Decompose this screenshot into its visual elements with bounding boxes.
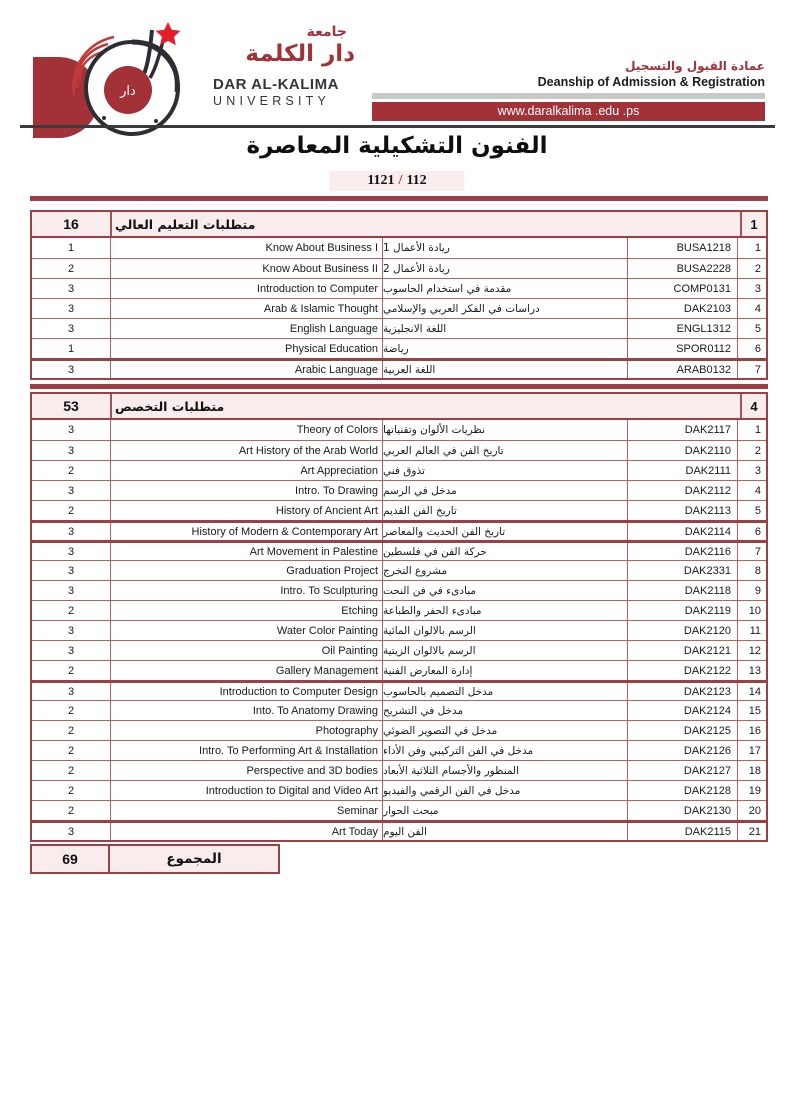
course-row: [32, 640, 766, 660]
course-row-number: 7: [737, 361, 766, 378]
course-row-number: 1: [737, 238, 766, 258]
course-name-en: Theory of Colors: [110, 420, 382, 440]
calligraphy-dot: [102, 116, 106, 120]
course-name-en: Etching: [110, 601, 382, 620]
course-row: [32, 720, 766, 740]
program-code-separator: /: [398, 173, 403, 188]
course-name-ar: رياضة: [382, 339, 627, 358]
course-code: DAK2125: [627, 721, 737, 740]
course-name-ar: مبادىء الحفر والطباعة: [382, 601, 627, 620]
course-code: ARAB0132: [627, 361, 737, 378]
course-row-number: 6: [737, 339, 766, 358]
section-divider-rule: [30, 196, 768, 201]
course-row: [32, 680, 766, 700]
course-code: DAK2123: [627, 683, 737, 700]
course-name-en: Photography: [110, 721, 382, 740]
course-credits: 2: [67, 724, 75, 737]
course-code: DAK2124: [627, 701, 737, 720]
course-credits: 2: [67, 744, 75, 757]
course-row-number: 1: [737, 420, 766, 440]
course-credits: 3: [67, 525, 75, 538]
section-number: 1: [740, 212, 766, 236]
course-name-en: Art Movement in Palestine: [110, 543, 382, 560]
course-name-en: English Language: [110, 319, 382, 338]
course-row: [32, 660, 766, 680]
course-row-number: 21: [737, 823, 766, 840]
course-row-number: 14: [737, 683, 766, 700]
course-credits: 1: [67, 242, 75, 254]
course-code: SPOR0112: [627, 339, 737, 358]
section-title: متطلبات التعليم العالي: [110, 212, 740, 236]
course-credits: 2: [67, 262, 75, 275]
star-icon: [156, 22, 181, 45]
course-name-ar: الفن اليوم: [382, 823, 627, 840]
course-credits: 3: [67, 282, 75, 295]
course-name-en: Art Appreciation: [110, 461, 382, 480]
section-title: متطلبات التخصص: [110, 394, 740, 418]
table-body: [32, 420, 766, 840]
course-name-ar: مشروع التخرج: [382, 561, 627, 580]
course-code: DAK2115: [627, 823, 737, 840]
course-name-ar: حركة الفن في فلسطين: [382, 543, 627, 560]
course-row-number: 17: [737, 741, 766, 760]
course-credits: 3: [67, 322, 75, 335]
course-row: [32, 620, 766, 640]
course-row: [32, 500, 766, 520]
course-row-number: 16: [737, 721, 766, 740]
course-credits: 2: [67, 604, 75, 617]
emblem-word: دار: [120, 84, 136, 99]
course-code: DAK2331: [627, 561, 737, 580]
course-name-en: Art History of the Arab World: [110, 441, 382, 460]
table-header-row: [32, 394, 766, 420]
course-name-ar: إدارة المعارض الفنية: [382, 661, 627, 680]
course-row: [32, 820, 766, 840]
course-code: DAK2120: [627, 621, 737, 640]
course-name-ar: مدخل في الرسم: [382, 481, 627, 500]
course-name-ar: تذوق فني: [382, 461, 627, 480]
course-code: ENGL1312: [627, 319, 737, 338]
course-name-ar: المنظور والأجسام الثلاثية الأبعاد: [382, 761, 627, 780]
course-row: [32, 278, 766, 298]
section-total-credits: 53: [63, 398, 79, 414]
course-row: [32, 580, 766, 600]
gray-divider-bar: [372, 93, 765, 99]
course-name-en: Intro. To Drawing: [110, 481, 382, 500]
course-row-number: 8: [737, 561, 766, 580]
course-row-number: 5: [737, 501, 766, 520]
course-code: DAK2122: [627, 661, 737, 680]
course-credits: 3: [67, 564, 75, 577]
course-name-ar: الرسم بالالوان المائية: [382, 621, 627, 640]
course-row: [32, 460, 766, 480]
course-code: DAK2110: [627, 441, 737, 460]
course-code: DAK2126: [627, 741, 737, 760]
header-underline: [20, 125, 775, 128]
course-code: BUSA1218: [627, 238, 737, 258]
course-row-number: 2: [737, 259, 766, 278]
course-code: DAK2130: [627, 801, 737, 820]
course-row: [32, 740, 766, 760]
course-code: DAK2128: [627, 781, 737, 800]
course-credits: 3: [67, 825, 75, 838]
course-credits: 3: [67, 302, 75, 315]
course-row-number: 20: [737, 801, 766, 820]
course-name-ar: مدخل في التصوير الضوئي: [382, 721, 627, 740]
course-credits: 2: [67, 464, 75, 477]
course-name-en: Know About Business I: [110, 238, 382, 258]
course-row-number: 3: [737, 461, 766, 480]
course-row: [32, 760, 766, 780]
course-row-number: 10: [737, 601, 766, 620]
course-row: [32, 440, 766, 460]
course-code: DAK2127: [627, 761, 737, 780]
course-code: BUSA2228: [627, 259, 737, 278]
course-name-ar: مدخل التصميم بالحاسوب: [382, 683, 627, 700]
section-total-credits: 16: [63, 216, 79, 232]
course-row-number: 6: [737, 523, 766, 540]
course-credits: 3: [67, 644, 75, 657]
course-name-en: Introduction to Digital and Video Art: [110, 781, 382, 800]
course-name-ar: تاريخ الفن في العالم العربي: [382, 441, 627, 460]
course-code: DAK2121: [627, 641, 737, 660]
course-name-en: Arab & Islamic Thought: [110, 299, 382, 318]
course-name-en: Water Color Painting: [110, 621, 382, 640]
course-name-ar: نظريات الألوان وتقنياتها: [382, 420, 627, 440]
calligraphy-dot: [154, 119, 158, 123]
table-body: [32, 238, 766, 378]
course-row: [32, 800, 766, 820]
course-name-en: Oil Painting: [110, 641, 382, 660]
course-row-number: 11: [737, 621, 766, 640]
course-row-number: 4: [737, 481, 766, 500]
course-name-ar: دراسات في الفكر العربي والإسلامي: [382, 299, 627, 318]
logo-english-sub: UNIVERSITY: [213, 94, 331, 108]
course-name-ar: ريادة الأعمال 1: [382, 238, 627, 258]
course-name-en: Know About Business II: [110, 259, 382, 278]
course-name-ar: مدخل في الفن الرقمي والفيديو: [382, 781, 627, 800]
course-name-ar: الرسم بالالوان الزيتية: [382, 641, 627, 660]
course-code: DAK2116: [627, 543, 737, 560]
course-row-number: 12: [737, 641, 766, 660]
logo-arabic-large: دار الكلمة: [245, 41, 355, 67]
course-code: DAK2113: [627, 501, 737, 520]
course-credits: 2: [67, 804, 75, 817]
course-credits: 3: [67, 484, 75, 497]
course-name-ar: مقدمة في استخدام الحاسوب: [382, 279, 627, 298]
course-row: [32, 338, 766, 358]
course-row-number: 3: [737, 279, 766, 298]
website-bar: www.daralkalima .edu .ps: [372, 102, 765, 121]
course-row-number: 7: [737, 543, 766, 560]
course-row-number: 15: [737, 701, 766, 720]
course-credits: 3: [67, 424, 75, 436]
course-credits: 3: [67, 363, 75, 376]
course-row: [32, 318, 766, 338]
section-divider-rule: [30, 384, 768, 389]
course-row-number: 4: [737, 299, 766, 318]
course-code: DAK2114: [627, 523, 737, 540]
course-name-en: Intro. To Performing Art & Installation: [110, 741, 382, 760]
grand-total-label: المجموع: [166, 851, 222, 867]
course-row: [32, 780, 766, 800]
course-row-number: 19: [737, 781, 766, 800]
course-name-en: Arabic Language: [110, 361, 382, 378]
logo-text-block: [213, 24, 355, 108]
course-name-en: Gallery Management: [110, 661, 382, 680]
program-code: [329, 171, 464, 191]
course-row-number: 2: [737, 441, 766, 460]
course-name-en: Art Today: [110, 823, 382, 840]
course-credits: 3: [67, 685, 75, 698]
course-name-en: Seminar: [110, 801, 382, 820]
course-row: [32, 540, 766, 560]
course-name-en: Perspective and 3D bodies: [110, 761, 382, 780]
grand-total-row: [30, 844, 280, 874]
course-name-ar: مدخل في الفن التركيبي وفن الأداء: [382, 741, 627, 760]
course-code: DAK2119: [627, 601, 737, 620]
course-code: COMP0131: [627, 279, 737, 298]
course-row: [32, 700, 766, 720]
course-name-en: History of Modern & Contemporary Art: [110, 523, 382, 540]
course-credits: 2: [67, 784, 75, 797]
course-row-number: 13: [737, 661, 766, 680]
course-name-ar: اللغة الانجليزية: [382, 319, 627, 338]
course-credits: 2: [67, 504, 75, 517]
table-header-row: [32, 212, 766, 238]
course-name-ar: مبحث الحوار: [382, 801, 627, 820]
specialization-requirements-table: [30, 392, 768, 842]
deanship-name-ar: عمادة القبول والتسجيل: [625, 59, 765, 73]
course-row-number: 18: [737, 761, 766, 780]
course-code: DAK2118: [627, 581, 737, 600]
course-credits: 3: [67, 584, 75, 597]
course-row: [32, 258, 766, 278]
course-name-ar: اللغة العربية: [382, 361, 627, 378]
university-emblem-icon: [62, 18, 194, 140]
page-title: الفنون التشكيلية المعاصرة: [246, 133, 548, 159]
grand-total-credits: 69: [32, 846, 110, 872]
course-code: DAK2103: [627, 299, 737, 318]
course-name-en: History of Ancient Art: [110, 501, 382, 520]
higher-education-requirements-table: [30, 210, 768, 380]
deanship-name-en: Deanship of Admission & Registration: [537, 75, 765, 89]
course-row: [32, 520, 766, 540]
course-name-en: Into. To Anatomy Drawing: [110, 701, 382, 720]
program-code-second: 112: [406, 173, 427, 188]
course-row: [32, 480, 766, 500]
course-row-number: 9: [737, 581, 766, 600]
course-credits: 2: [67, 764, 75, 777]
course-name-ar: تاريخ الفن القديم: [382, 501, 627, 520]
course-row: [32, 298, 766, 318]
course-credits: 2: [67, 704, 75, 717]
course-row: [32, 600, 766, 620]
logo-arabic-small: جامعة: [306, 24, 347, 40]
course-credits: 2: [67, 664, 75, 677]
course-name-en: Physical Education: [110, 339, 382, 358]
course-name-en: Introduction to Computer: [110, 279, 382, 298]
logo-english-name: DAR AL-KALIMA: [213, 76, 339, 93]
course-name-en: Graduation Project: [110, 561, 382, 580]
course-code: DAK2117: [627, 420, 737, 440]
course-credits: 3: [67, 545, 75, 558]
course-name-ar: مدخل في التشريح: [382, 701, 627, 720]
course-name-en: Intro. To Sculpturing: [110, 581, 382, 600]
course-credits: 1: [67, 342, 75, 355]
course-credits: 3: [67, 444, 75, 457]
program-code-first: 1121: [367, 173, 395, 188]
course-name-ar: ريادة الأعمال 2: [382, 259, 627, 278]
course-row: [32, 238, 766, 258]
course-name-ar: مبادىء في فن النحت: [382, 581, 627, 600]
course-row: [32, 560, 766, 580]
course-name-ar: تاريخ الفن الحديث والمعاصر: [382, 523, 627, 540]
course-name-en: Introduction to Computer Design: [110, 683, 382, 700]
course-row: [32, 358, 766, 378]
course-code: DAK2111: [627, 461, 737, 480]
section-number: 4: [740, 394, 766, 418]
course-code: DAK2112: [627, 481, 737, 500]
course-row-number: 5: [737, 319, 766, 338]
course-credits: 3: [67, 624, 75, 637]
course-row: [32, 420, 766, 440]
